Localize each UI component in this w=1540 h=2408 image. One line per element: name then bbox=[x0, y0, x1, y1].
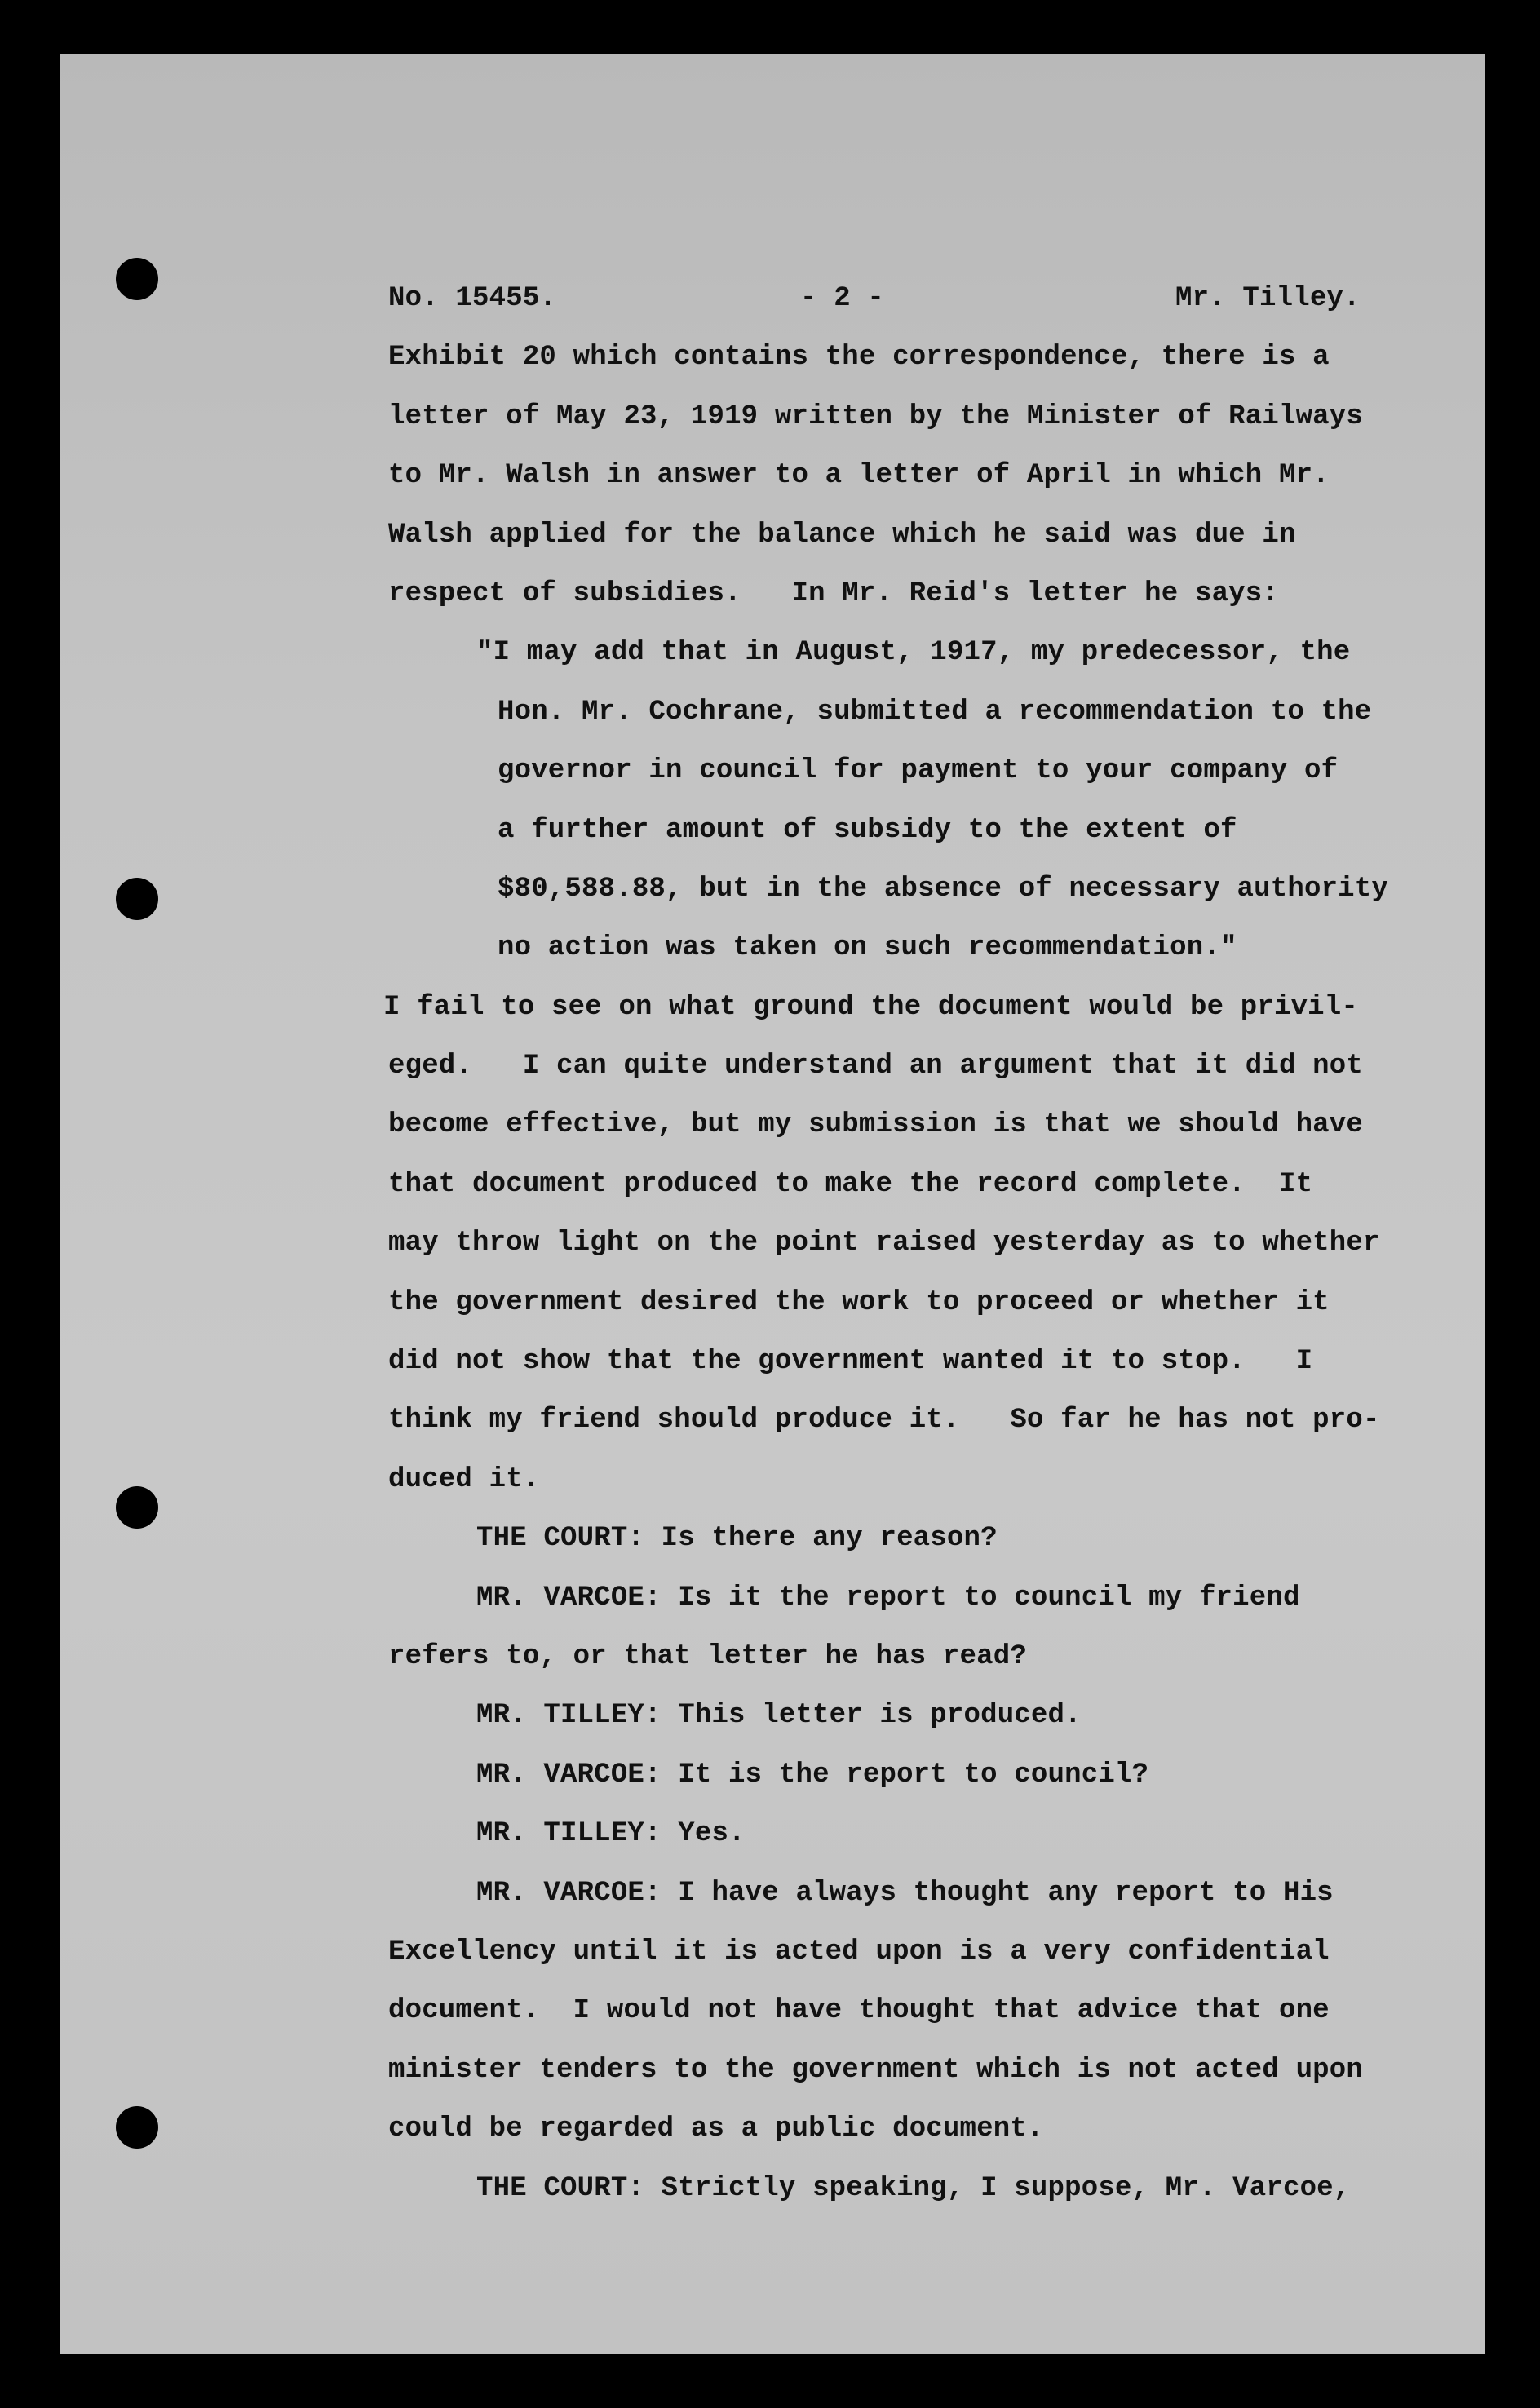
page-header bbox=[388, 269, 1453, 328]
page-number: - 2 - bbox=[800, 283, 885, 314]
dialogue-line: THE COURT: Is there any reason? bbox=[476, 1523, 998, 1555]
text-line: letter of May 23, 1919 written by the Minister of Railways bbox=[388, 401, 1363, 432]
dialogue-line: MR. TILLEY: This letter is produced. bbox=[476, 1700, 1082, 1732]
text-line: Exhibit 20 which contains the correspondence, there is a bbox=[388, 342, 1330, 374]
punch-hole-1 bbox=[116, 258, 158, 300]
text-line: duced it. bbox=[388, 1463, 540, 1495]
header-speaker: Mr. Tilley. bbox=[1175, 283, 1361, 314]
punch-hole-4 bbox=[116, 2106, 158, 2149]
punch-hole-2 bbox=[116, 878, 158, 920]
dialogue-line: THE COURT: Strictly speaking, I suppose, Mr. Varcoe, bbox=[476, 2172, 1351, 2204]
quote-line: $80,588.88, but in the absence of necessary authority bbox=[498, 873, 1388, 905]
transcript-body bbox=[383, 269, 1453, 2218]
text-line: minister tenders to the government which is not acted upon bbox=[388, 2054, 1363, 2086]
quote-line: no action was taken on such recommendation." bbox=[498, 932, 1237, 964]
text-line: become effective, but my submission is that we should have bbox=[388, 1109, 1363, 1141]
dialogue-line: MR. VARCOE: Is it the report to council my friend bbox=[476, 1582, 1300, 1613]
text-line: Walsh applied for the balance which he said was due in bbox=[388, 519, 1296, 551]
text-line: respect of subsidies. In Mr. Reid's letter he says: bbox=[388, 578, 1279, 609]
case-number: No. 15455. bbox=[388, 283, 557, 314]
text-line: think my friend should produce it. So far he has not pro- bbox=[388, 1405, 1380, 1436]
text-line: could be regarded as a public document. bbox=[388, 2114, 1044, 2145]
dialogue-line: MR. VARCOE: It is the report to council? bbox=[476, 1759, 1149, 1791]
text-line: Excellency until it is acted upon is a very confidential bbox=[388, 1936, 1330, 1968]
quote-line: a further amount of subsidy to the extent of bbox=[498, 814, 1237, 846]
dialogue-line: MR. VARCOE: I have always thought any report to His bbox=[476, 1877, 1334, 1909]
text-line: that document produced to make the record complete. It bbox=[388, 1168, 1313, 1200]
quote-line: governor in council for payment to your company of bbox=[498, 755, 1339, 787]
dialogue-line: MR. TILLEY: Yes. bbox=[476, 1818, 746, 1850]
punch-hole-3 bbox=[116, 1486, 158, 1529]
text-line: did not show that the government wanted it to stop. I bbox=[388, 1346, 1313, 1378]
text-line: refers to, or that letter he has read? bbox=[388, 1640, 1027, 1672]
text-line: to Mr. Walsh in answer to a letter of April in which Mr. bbox=[388, 460, 1330, 492]
text-line: I fail to see on what ground the document would be privil- bbox=[383, 991, 1358, 1023]
quote-line: Hon. Mr. Cochrane, submitted a recommendation to the bbox=[498, 696, 1372, 728]
text-line: eged. I can quite understand an argument that it did not bbox=[388, 1051, 1363, 1082]
text-line: the government desired the work to proceed or whether it bbox=[388, 1286, 1330, 1318]
text-line: document. I would not have thought that advice that one bbox=[388, 1995, 1330, 2027]
text-line: may throw light on the point raised yesterday as to whether bbox=[388, 1228, 1380, 1259]
quote-line: "I may add that in August, 1917, my predecessor, the bbox=[476, 637, 1351, 669]
